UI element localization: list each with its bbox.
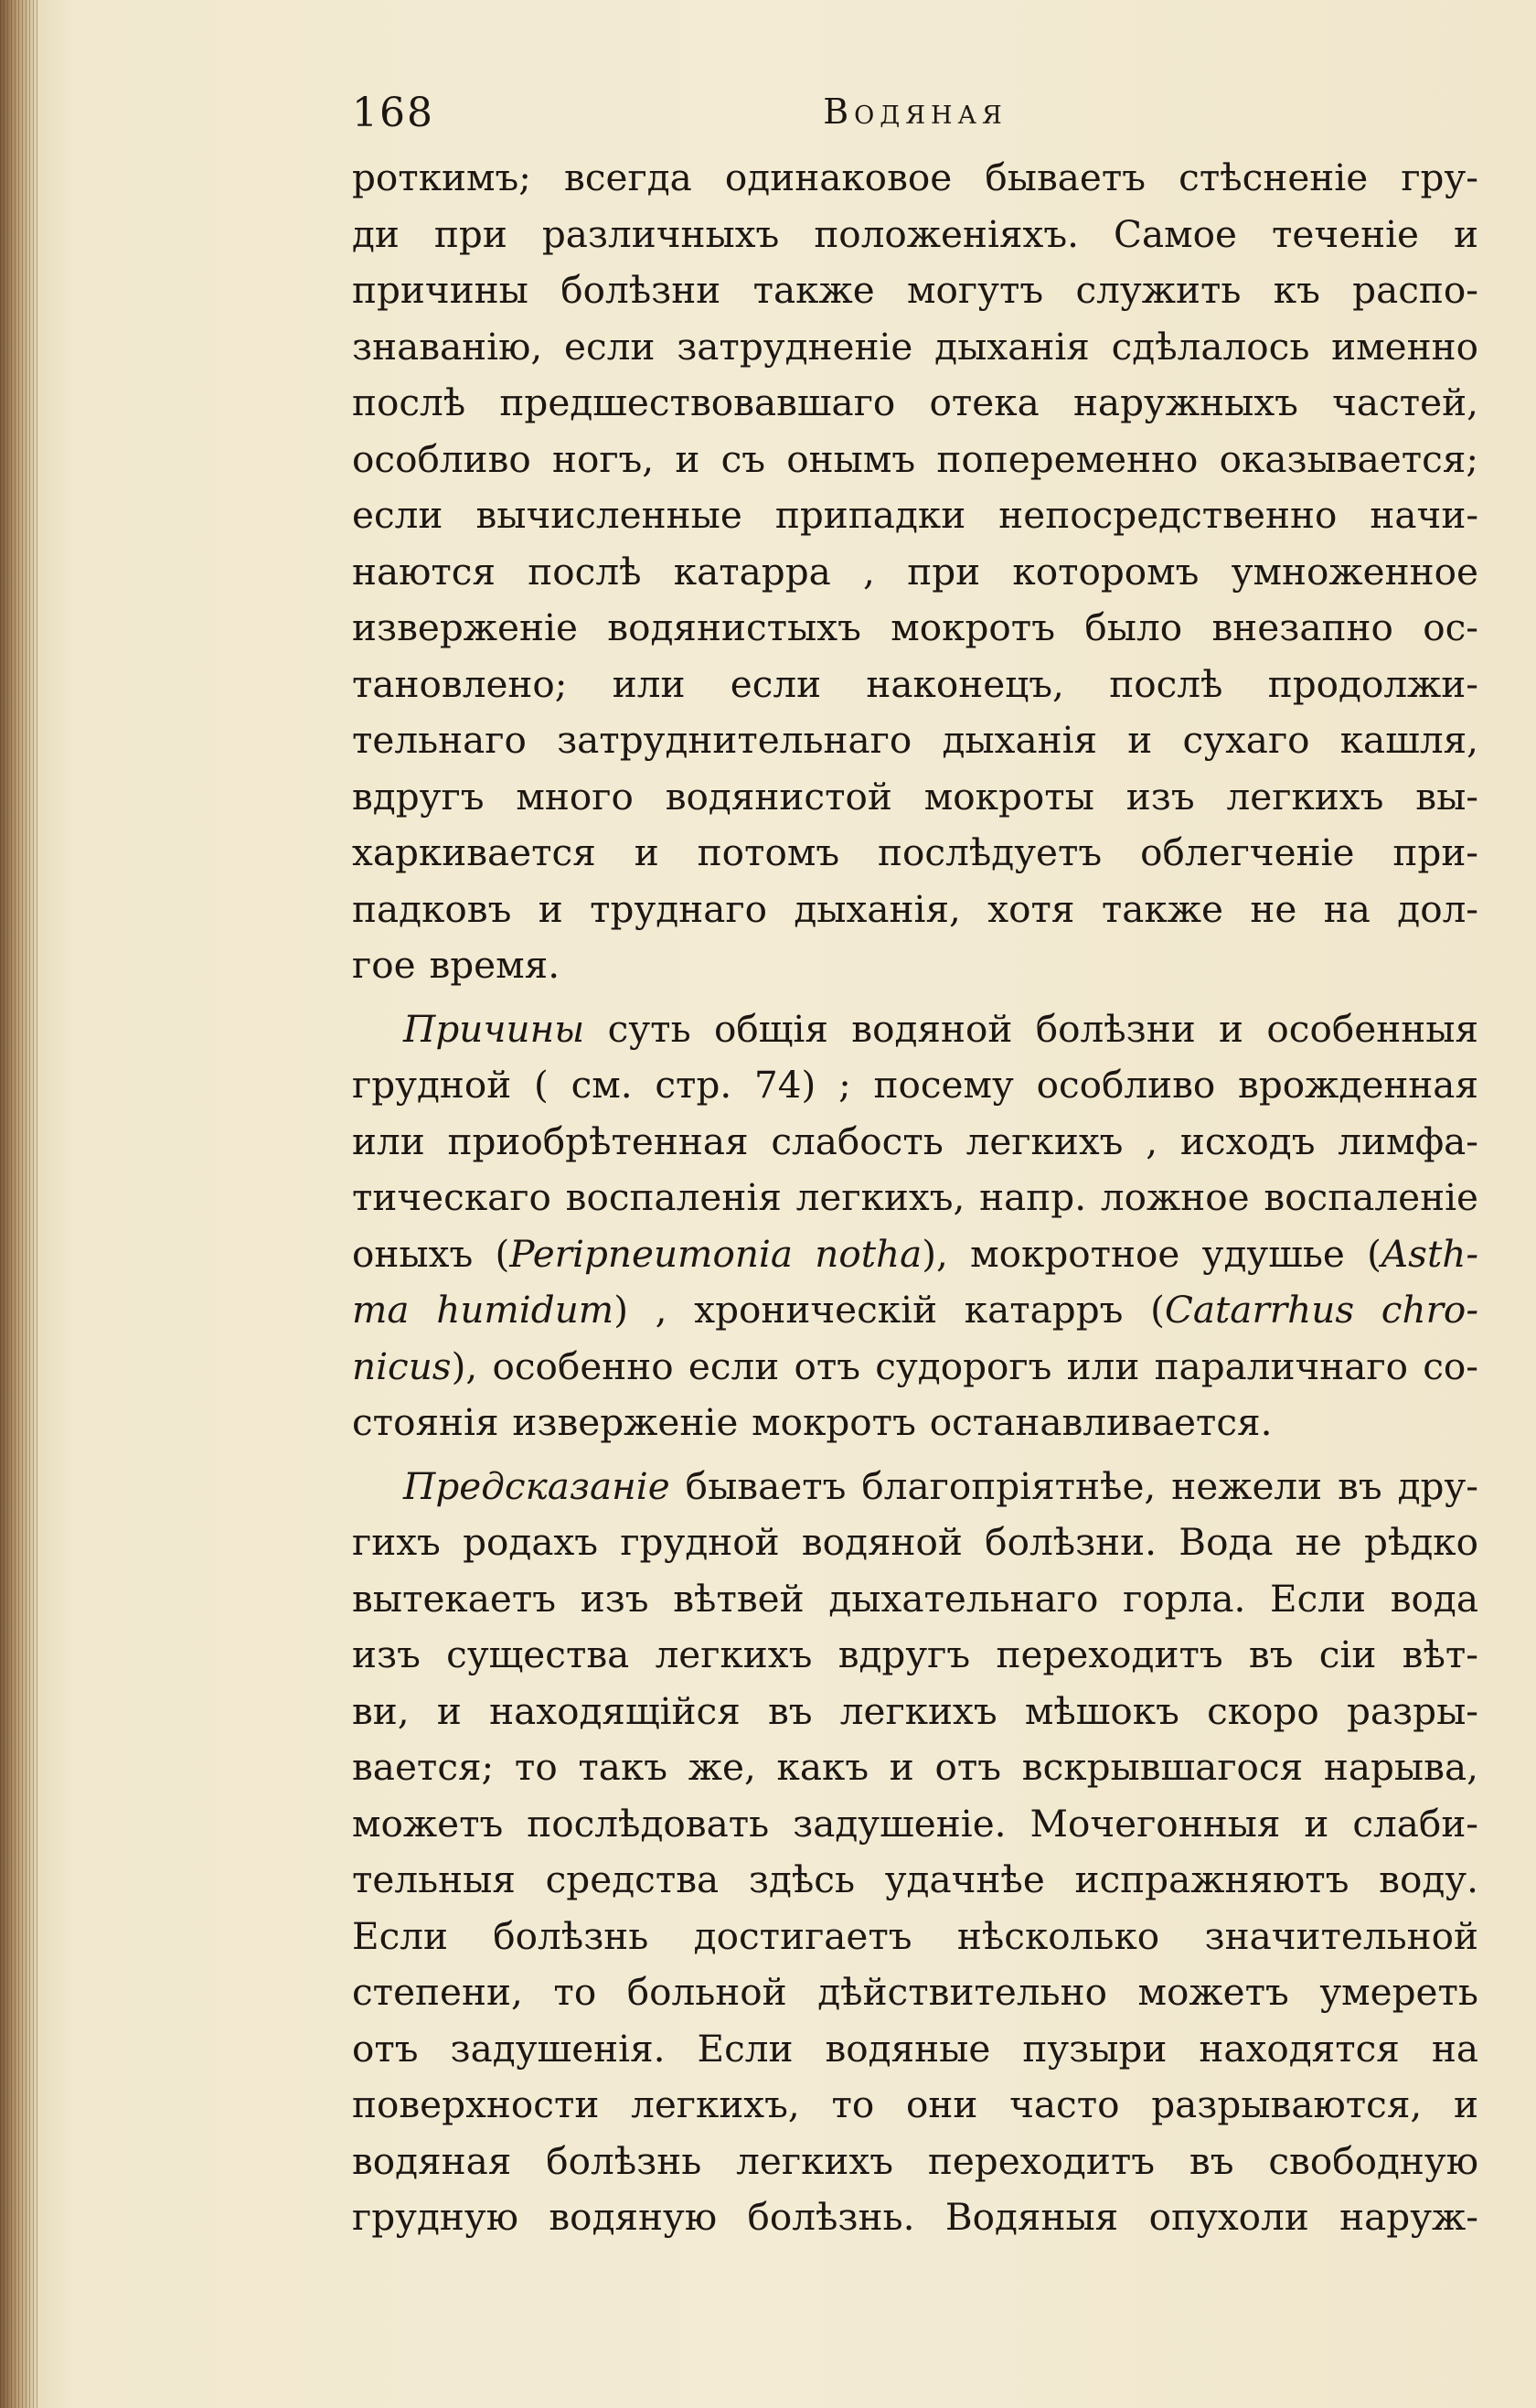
text-line bbox=[352, 1170, 1478, 1226]
text-line bbox=[352, 1571, 1478, 1628]
text-line bbox=[352, 319, 1478, 376]
paragraph bbox=[352, 150, 1478, 994]
text-span: тельнаго затруднительнаго дыханія и сухаго кашля, bbox=[352, 718, 1478, 762]
text-line bbox=[352, 1395, 1478, 1451]
italic-text: Catarrhus chro- bbox=[1164, 1288, 1478, 1332]
text-span: или приобрѣтенная слабость легкихъ , исходъ лимфа- bbox=[352, 1118, 1478, 1163]
text-line bbox=[352, 825, 1478, 882]
text-span: стоянія изверженіе мокротъ останавливается. bbox=[352, 1400, 1273, 1444]
text-span: тановлено; или если наконецъ, послѣ продолжи- bbox=[352, 661, 1478, 706]
text-line bbox=[352, 937, 1478, 994]
text-span: роткимъ; всегда одинаковое бываетъ стѣсненіе гру- bbox=[352, 155, 1478, 199]
text-line bbox=[352, 1114, 1478, 1171]
text-span: причины болѣзни также могутъ служить къ распо- bbox=[352, 268, 1478, 312]
italic-text: nicus bbox=[352, 1343, 452, 1388]
text-line bbox=[352, 1282, 1478, 1339]
text-line bbox=[352, 432, 1478, 488]
text-line bbox=[352, 2077, 1478, 2134]
text-line bbox=[352, 657, 1478, 713]
paragraph bbox=[352, 1001, 1478, 1451]
text-line bbox=[352, 544, 1478, 601]
text-line bbox=[352, 375, 1478, 432]
text-line bbox=[352, 1852, 1478, 1909]
text-span: суть общія водяной болѣзни и особенныя bbox=[584, 1006, 1478, 1051]
text-line bbox=[352, 150, 1478, 207]
text-span: Если болѣзнь достигаетъ нѣсколько значительной bbox=[352, 1913, 1478, 1958]
text-span: знаванію, если затрудненіе дыханія сдѣлалось именно bbox=[352, 324, 1478, 369]
text-line bbox=[352, 1001, 1478, 1058]
text-span: гихъ родахъ грудной водяной болѣзни. Вода не рѣдко bbox=[352, 1520, 1478, 1564]
text-line bbox=[352, 2134, 1478, 2190]
text-line bbox=[352, 207, 1478, 263]
text-span: ви, и находящійся въ легкихъ мѣшокъ скоро разры- bbox=[352, 1688, 1478, 1733]
text-line bbox=[352, 1459, 1478, 1515]
text-span: тическаго воспаленія легкихъ, напр. ложное воспаленіе bbox=[352, 1175, 1478, 1219]
text-block bbox=[352, 80, 1478, 2246]
text-line bbox=[352, 1057, 1478, 1114]
text-line bbox=[352, 1796, 1478, 1853]
text-span: ), мокротное удушье ( bbox=[922, 1231, 1381, 1276]
text-line bbox=[352, 2189, 1478, 2246]
text-span: вытекаетъ изъ вѣтвей дыхательнаго горла. Если вода bbox=[352, 1576, 1478, 1621]
text-line bbox=[352, 1909, 1478, 1965]
text-line bbox=[352, 487, 1478, 544]
body-text bbox=[352, 150, 1478, 2246]
page-number: 168 bbox=[352, 90, 434, 136]
text-line bbox=[352, 1964, 1478, 2021]
text-line bbox=[352, 1627, 1478, 1684]
text-line bbox=[352, 1684, 1478, 1740]
text-span: ди при различныхъ положеніяхъ. Самое теченіе и bbox=[352, 211, 1478, 256]
text-line bbox=[352, 1514, 1478, 1571]
text-span: наются послѣ катарра , при которомъ умноженное bbox=[352, 549, 1478, 594]
paragraph bbox=[352, 1459, 1478, 2246]
text-span: ), особенно если отъ судорогъ или параличнаго со- bbox=[451, 1343, 1478, 1388]
text-span: оныхъ ( bbox=[352, 1231, 510, 1276]
text-span: отъ задушенія. Если водяные пузыри находятся на bbox=[352, 2026, 1478, 2071]
text-span: можетъ послѣдовать задушеніе. Мочегонныя и слаби- bbox=[352, 1801, 1478, 1846]
running-head: Водяная bbox=[823, 91, 1008, 132]
text-span: харкивается и потомъ послѣдуетъ облегченіе при- bbox=[352, 830, 1478, 874]
text-span: вдругъ много водянистой мокроты изъ легкихъ вы- bbox=[352, 774, 1478, 819]
italic-text: Peripneumonia notha bbox=[509, 1231, 923, 1276]
text-line bbox=[352, 600, 1478, 657]
text-line bbox=[352, 1226, 1478, 1283]
text-line bbox=[352, 1339, 1478, 1396]
paragraph-gap bbox=[352, 1451, 1478, 1459]
book-gutter bbox=[0, 0, 40, 2408]
page-header bbox=[352, 80, 1478, 150]
text-span: степени, то больной дѣйствительно можетъ умереть bbox=[352, 1970, 1478, 2014]
text-line bbox=[352, 712, 1478, 769]
text-span: водяная болѣзнь легкихъ переходитъ въ свободную bbox=[352, 2138, 1478, 2183]
text-span: если вычисленные припадки непосредственно начи- bbox=[352, 493, 1478, 537]
text-span: гое время. bbox=[352, 943, 560, 987]
italic-text: Причины bbox=[403, 1006, 585, 1051]
italic-text: ma humidum bbox=[352, 1288, 614, 1332]
text-span: изъ существа легкихъ вдругъ переходитъ въ сіи вѣт- bbox=[352, 1632, 1478, 1676]
text-span: бываетъ благопріятнѣе, нежели въ дру- bbox=[669, 1463, 1478, 1508]
text-line bbox=[352, 1739, 1478, 1796]
text-line bbox=[352, 2021, 1478, 2078]
paragraph-gap bbox=[352, 994, 1478, 1001]
text-span: поверхности легкихъ, то они часто разрываются, и bbox=[352, 2082, 1478, 2126]
text-span: падковъ и труднаго дыханія, хотя также не на дол- bbox=[352, 886, 1478, 931]
text-line bbox=[352, 262, 1478, 319]
text-span: послѣ предшествовавшаго отека наружныхъ частей, bbox=[352, 380, 1478, 424]
text-span: грудной ( см. стр. 74) ; посему особливо врожденная bbox=[352, 1063, 1478, 1107]
text-span: особливо ногъ, и съ онымъ попеременно оказывается; bbox=[352, 436, 1478, 481]
italic-text: Asth- bbox=[1381, 1231, 1478, 1276]
text-line bbox=[352, 769, 1478, 826]
text-span: ) , хроническій катарръ ( bbox=[613, 1288, 1165, 1332]
text-span: грудную водяную болѣзнь. Водяныя опухоли наруж- bbox=[352, 2195, 1478, 2239]
text-span: вается; то такъ же, какъ и отъ вскрывшагося нарыва, bbox=[352, 1745, 1478, 1789]
text-span: тельныя средства здѣсь удачнѣе испражняютъ воду. bbox=[352, 1857, 1478, 1901]
text-line bbox=[352, 882, 1478, 938]
italic-text: Предсказаніе bbox=[403, 1463, 670, 1508]
text-span: изверженіе водянистыхъ мокротъ было внезапно ос- bbox=[352, 605, 1478, 649]
